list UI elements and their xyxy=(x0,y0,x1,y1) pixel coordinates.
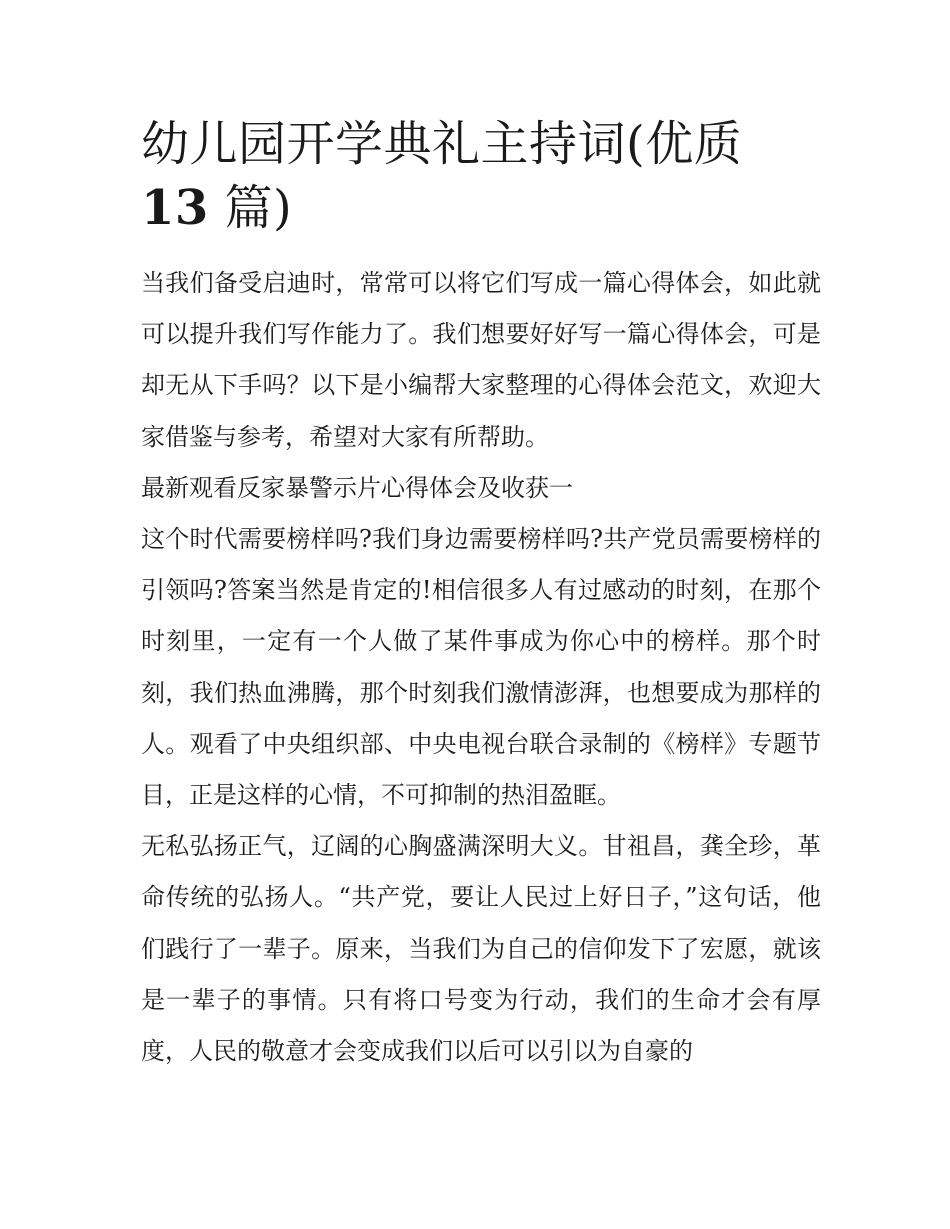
paragraph-intro: 当我们备受启迪时，常常可以将它们写成一篇心得体会，如此就可以提升我们写作能力了。我们想要好好写一篇心得体会，可是却无从下手吗？以下是小编帮大家整理的心得体会范文，欢迎大家借鉴与参考，希望对大家有所帮助。 xyxy=(141,269,821,451)
title-line-1: 幼儿园开学典礼主持词(优质 xyxy=(141,116,743,172)
document-body xyxy=(141,112,821,1077)
paragraph-selfless: 无私弘扬正气，辽阔的心胸盛满深明大义。甘祖昌，龚全珍，革命传统的弘扬人。“共产党，要让人民过上好日子，”这句话，他们践行了一辈子。原来，当我们为自己的信仰发下了宏愿，就该是一辈子的事情。只有将口号变为行动，我们的生命才会有厚度，人民的敬意才会变成我们以后可以引以为自豪的 xyxy=(141,832,821,1066)
section-heading: 最新观看反家暴警示片心得体会及收获一 xyxy=(141,473,573,502)
paragraph-role-model: 这个时代需要榜样吗?我们身边需要榜样吗?共产党员需要榜样的引领吗?答案当然是肯定的!相信很多人有过感动的时刻，在那个时刻里，一定有一个人做了某件事成为你心中的榜样。那个时刻，我们热血沸腾，那个时刻我们激情澎湃，也想要成为那样的人。观看了中央组织部、中央电视台联合录制的《榜样》专题节目，正是这样的心情，不可抑制的热泪盈眶。 xyxy=(141,525,821,810)
title-line-2: 篇) xyxy=(208,180,293,236)
document-title xyxy=(141,112,821,240)
title-number: 13 xyxy=(141,180,209,236)
